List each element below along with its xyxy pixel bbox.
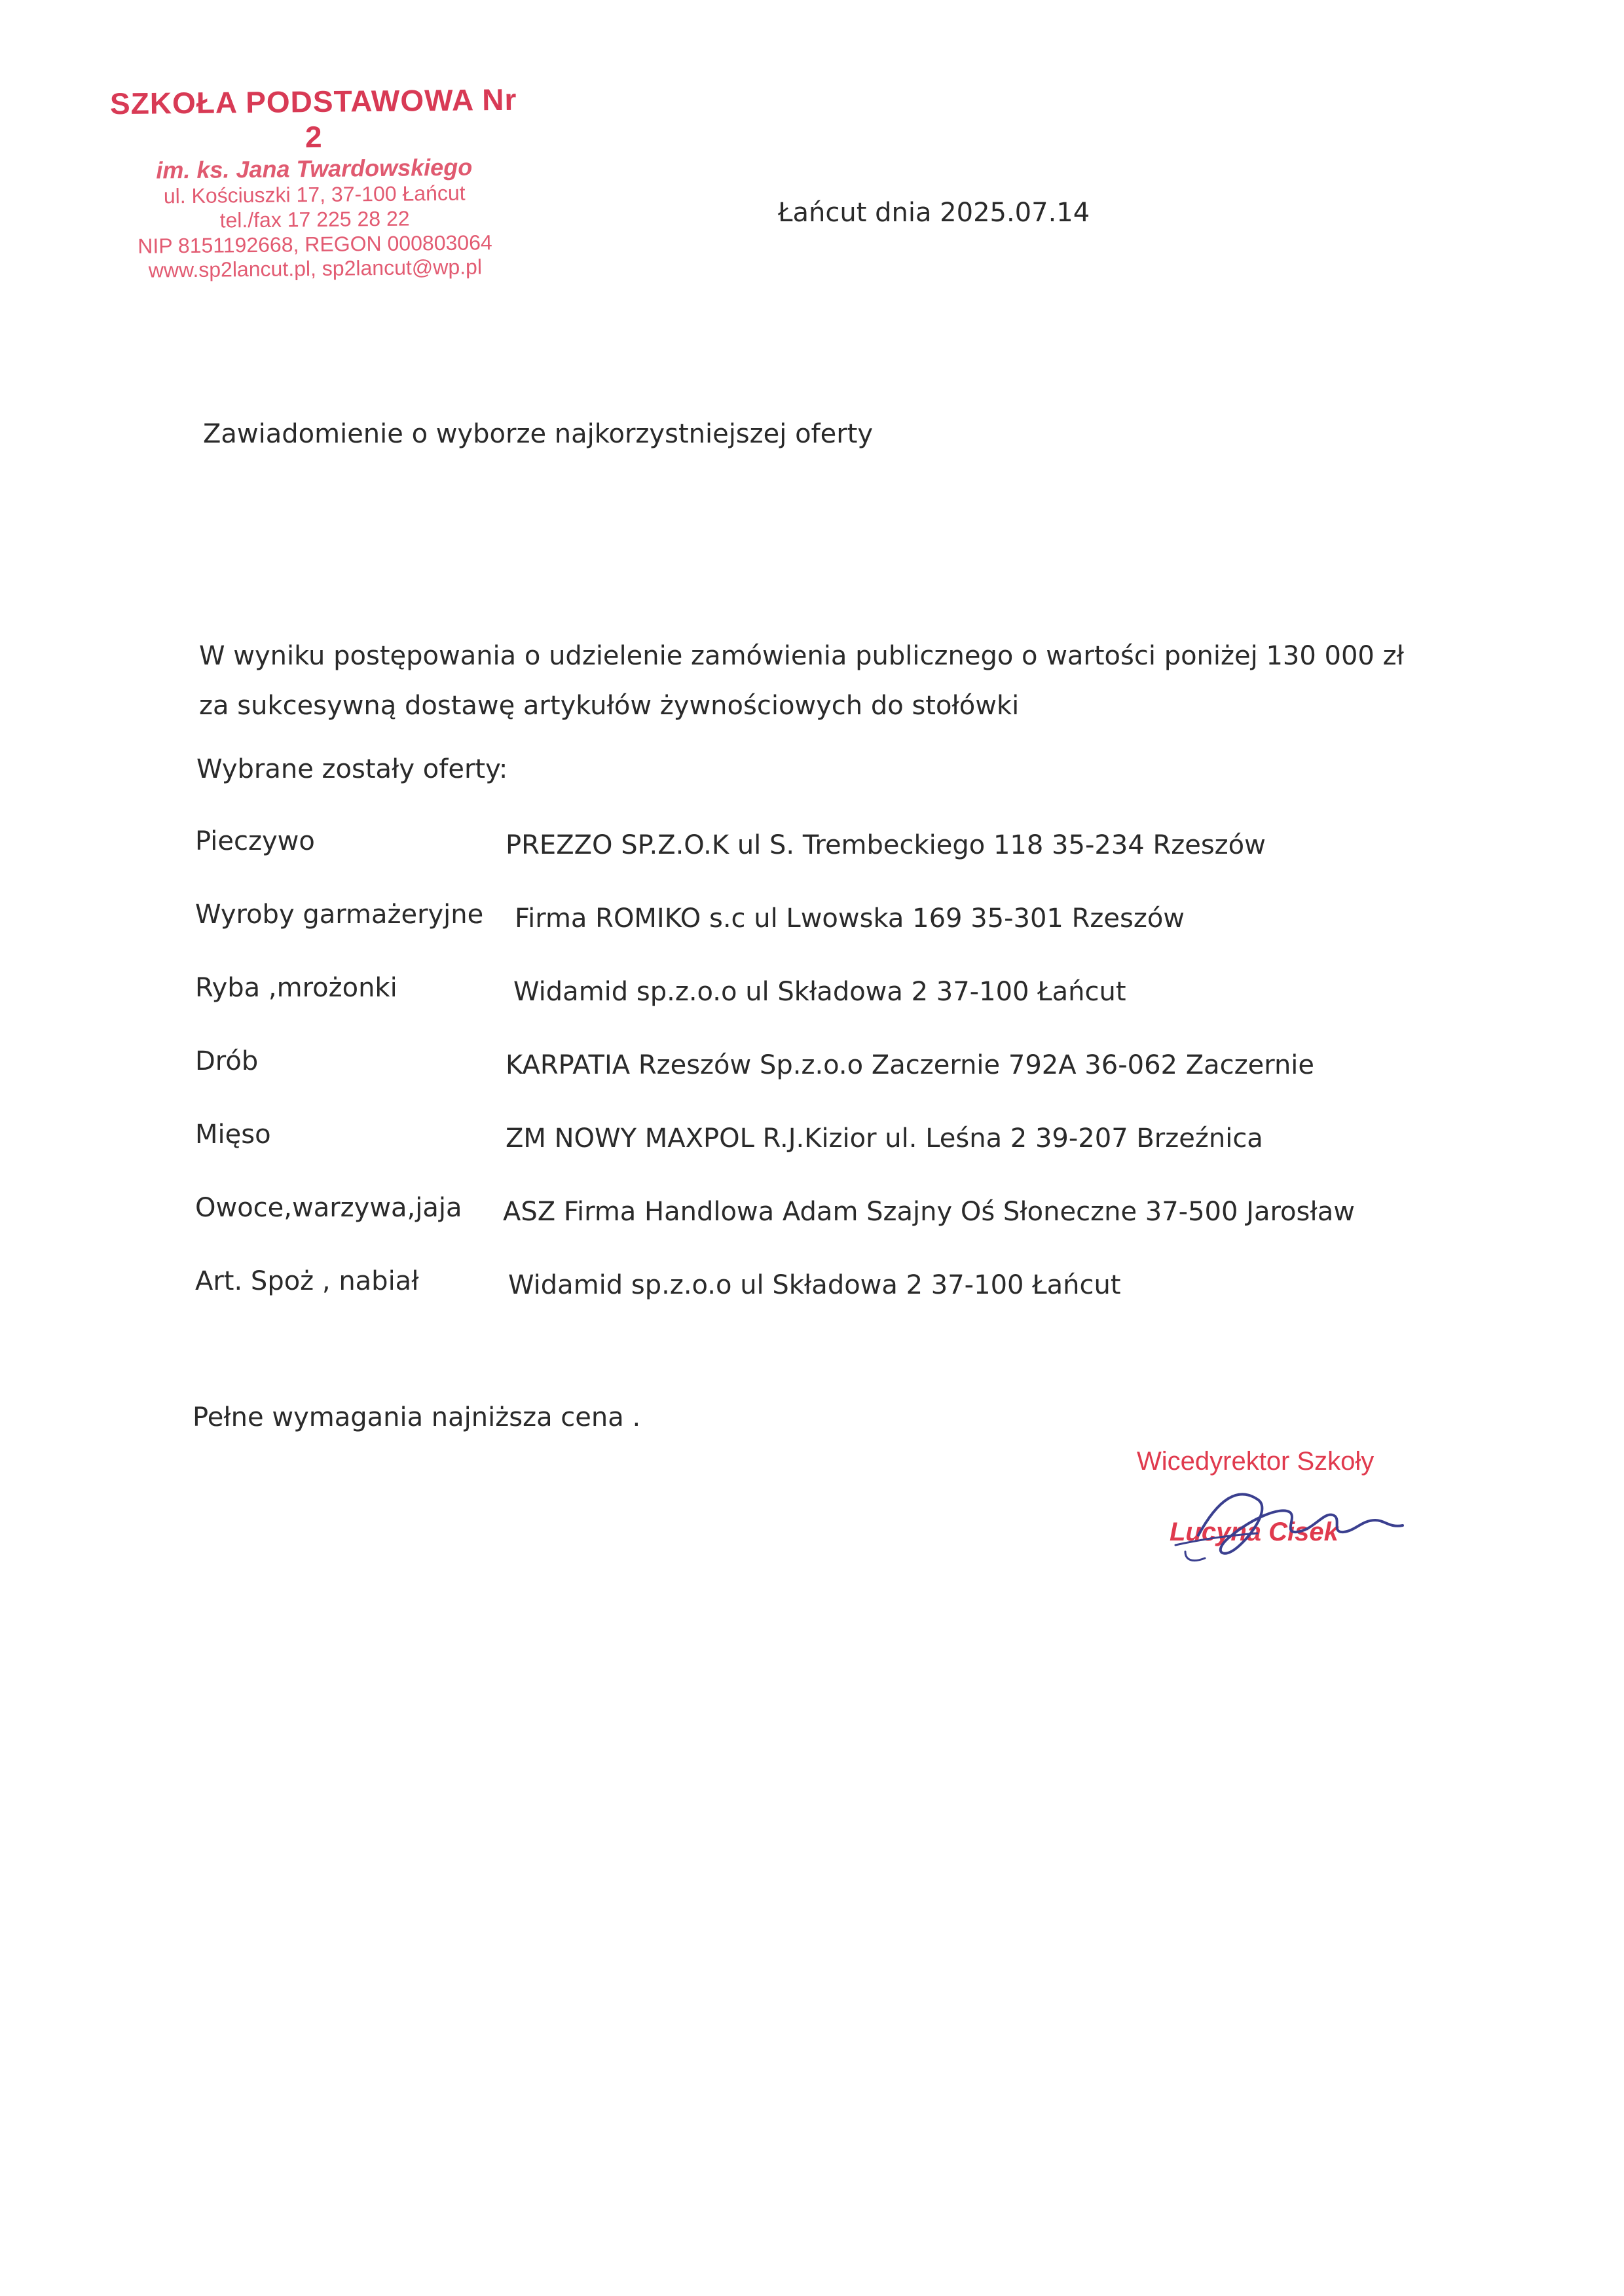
- offer-category: Owoce,warzywa,jaja: [195, 1193, 462, 1223]
- offer-supplier: Widamid sp.z.o.o ul Składowa 2 37-100 Łańcut: [508, 1270, 1121, 1300]
- offer-supplier: ZM NOWY MAXPOL R.J.Kizior ul. Leśna 2 39-207 Brzeźnica: [506, 1123, 1263, 1154]
- chosen-offers-label: Wybrane zostały oferty:: [196, 754, 508, 784]
- stamp-address: ul. Kościuszki 17, 37-100 Łańcut: [163, 181, 466, 208]
- offer-category: Pieczywo: [195, 826, 315, 856]
- offer-row: [195, 1120, 1439, 1193]
- offer-supplier: PREZZO SP.Z.O.K ul S. Trembeckiego 118 35-234 Rzeszów: [506, 830, 1266, 860]
- offer-row: [195, 1193, 1439, 1266]
- signature-block: [1113, 1447, 1454, 1578]
- offer-supplier: Firma ROMIKO s.c ul Lwowska 169 35-301 Rzeszów: [515, 903, 1185, 934]
- stamp-phone: tel./fax 17 225 28 22: [219, 206, 410, 232]
- stamp-web: www.sp2lancut.pl, sp2lancut@wp.pl: [148, 255, 483, 282]
- offer-row: [195, 900, 1439, 973]
- offer-category: Drób: [195, 1046, 259, 1076]
- stamp-patron: im. ks. Jana Twardowskiego: [156, 153, 473, 184]
- stamp-ids: NIP 8151192668, REGON 000803064: [138, 230, 492, 258]
- selection-criteria: Pełne wymagania najniższa cena .: [193, 1402, 641, 1432]
- offer-category: Art. Spoż , nabiał: [195, 1266, 419, 1296]
- offer-supplier: Widamid sp.z.o.o ul Składowa 2 37-100 Łańcut: [513, 977, 1126, 1007]
- intro-line-2: za sukcesywną dostawę artykułów żywnościowych do stołówki: [199, 691, 1020, 721]
- letter-subject: Zawiadomienie o wyborze najkorzystniejszej oferty: [203, 419, 874, 449]
- signatory-name: Lucyna Cisek: [1170, 1518, 1338, 1546]
- stamp-school-name: SZKOŁA PODSTAWOWA Nr 2: [109, 82, 517, 155]
- letter-intro: [199, 631, 1509, 731]
- offer-category: Mięso: [195, 1120, 271, 1150]
- offer-row: [195, 1266, 1439, 1339]
- handwritten-signature: [1159, 1473, 1434, 1571]
- offer-category: Ryba ,mrożonki: [195, 973, 397, 1003]
- intro-line-1: W wyniku postępowania o udzielenie zamówienia publicznego o wartości poniżej 130 000 zł: [199, 641, 1404, 671]
- offer-category: Wyroby garmażeryjne: [195, 900, 484, 930]
- signatory-role: Wicedyrektor Szkoły: [1137, 1447, 1375, 1476]
- offer-supplier: ASZ Firma Handlowa Adam Szajny Oś Słoneczne 37-500 Jarosław: [503, 1197, 1355, 1227]
- offers-list: [195, 826, 1439, 1339]
- school-stamp: [97, 82, 531, 284]
- offer-row: [195, 1046, 1439, 1120]
- offer-supplier: KARPATIA Rzeszów Sp.z.o.o Zaczernie 792A 36-062 Zaczernie: [506, 1050, 1315, 1080]
- offer-row: [195, 826, 1439, 900]
- offer-row: [195, 973, 1439, 1046]
- letter-date: Łańcut dnia 2025.07.14: [778, 198, 1090, 228]
